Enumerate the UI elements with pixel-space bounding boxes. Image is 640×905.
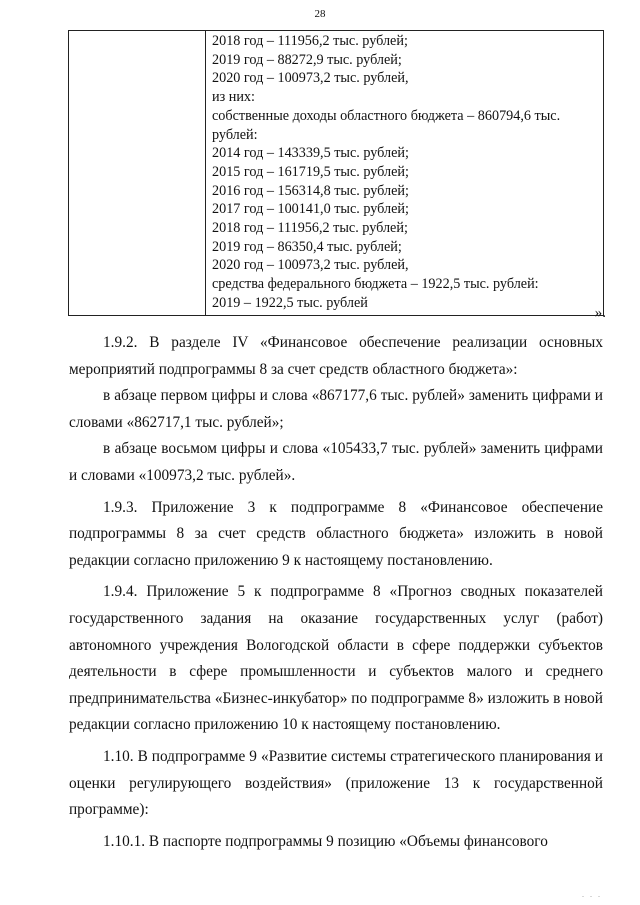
- cell-line: 2014 год – 143339,5 тыс. рублей;: [212, 145, 409, 162]
- cell-line: 2016 год – 156314,8 тыс. рублей;: [212, 182, 409, 199]
- table-row: [69, 31, 604, 316]
- paragraph-eighth-indent: в абзаце восьмом цифры и слова «105433,7 тыс. рублей» заменить цифрами и словами «100973,2 тыс. рублей».: [69, 440, 603, 484]
- paragraph-1-10: 1.10. В подпрограмме 9 «Развитие системы стратегического планирования и оценки регулирующего воздействия» (приложение 13 к государственной программе):: [69, 747, 603, 819]
- cell-line: 2019 год – 86350,4 тыс. рублей;: [212, 238, 402, 255]
- scan-artifact: . . .: [582, 890, 602, 899]
- cell-line: собственные доходы областного бюджета – 860794,6 тыс.: [212, 107, 561, 124]
- document-body: [69, 330, 603, 855]
- paragraph-first-indent: в абзаце первом цифры и слова «867177,6 тыс. рублей» заменить цифрами и словами «862717,1 тыс. рублей»;: [69, 387, 603, 431]
- cell-line: рублей:: [212, 126, 258, 143]
- cell-line: 2018 год – 111956,2 тыс. рублей;: [212, 33, 408, 49]
- table-left-cell: [69, 31, 206, 316]
- paragraph-1-9-2: 1.9.2. В разделе IV «Финансовое обеспечение реализации основных мероприятий подпрограммы 8 за счет средств областного бюджета»:: [69, 334, 603, 378]
- table-right-cell: [206, 31, 604, 316]
- paragraph-1-9-3: 1.9.3. Приложение 3 к подпрограмме 8 «Финансовое обеспечение подпрограммы 8 за счет средств областного бюджета» изложить в новой редакции согласно приложению 9 к настоящему постановлению.: [69, 498, 603, 569]
- financing-table: [68, 30, 604, 316]
- cell-line: 2019 год – 88272,9 тыс. рублей;: [212, 51, 402, 68]
- cell-line: 2017 год – 100141,0 тыс. рублей;: [212, 201, 409, 218]
- cell-line: 2020 год – 100973,2 тыс. рублей,: [212, 257, 409, 274]
- cell-line: 2019 – 1922,5 тыс. рублей: [212, 294, 368, 311]
- closing-quote: ».: [594, 305, 606, 321]
- cell-line: 2018 год – 111956,2 тыс. рублей;: [212, 220, 408, 237]
- cell-line: 2015 год – 161719,5 тыс. рублей;: [212, 163, 409, 180]
- cell-line: из них:: [212, 89, 255, 106]
- page-number: 28: [314, 8, 326, 20]
- cell-line: 2020 год – 100973,2 тыс. рублей,: [212, 70, 409, 87]
- cell-line: средства федерального бюджета – 1922,5 тыс. рублей:: [212, 276, 539, 293]
- paragraph-1-10-1: 1.10.1. В паспорте подпрограммы 9 позицию «Объемы финансового: [103, 832, 548, 850]
- paragraph-1-9-4: 1.9.4. Приложение 5 к подпрограмме 8 «Прогноз сводных показателей государственного задания на оказание государственных услуг (работ) автономного учреждения Вологодской области в сфере поддержки субъектов деятельности в сфере промышленности и субъектов малого и среднего предпринимательства «Бизнес-инкубатор» по подпрограмме 8» изложить в новой редакции согласно приложению 10 к настоящему постановлению.: [69, 583, 603, 734]
